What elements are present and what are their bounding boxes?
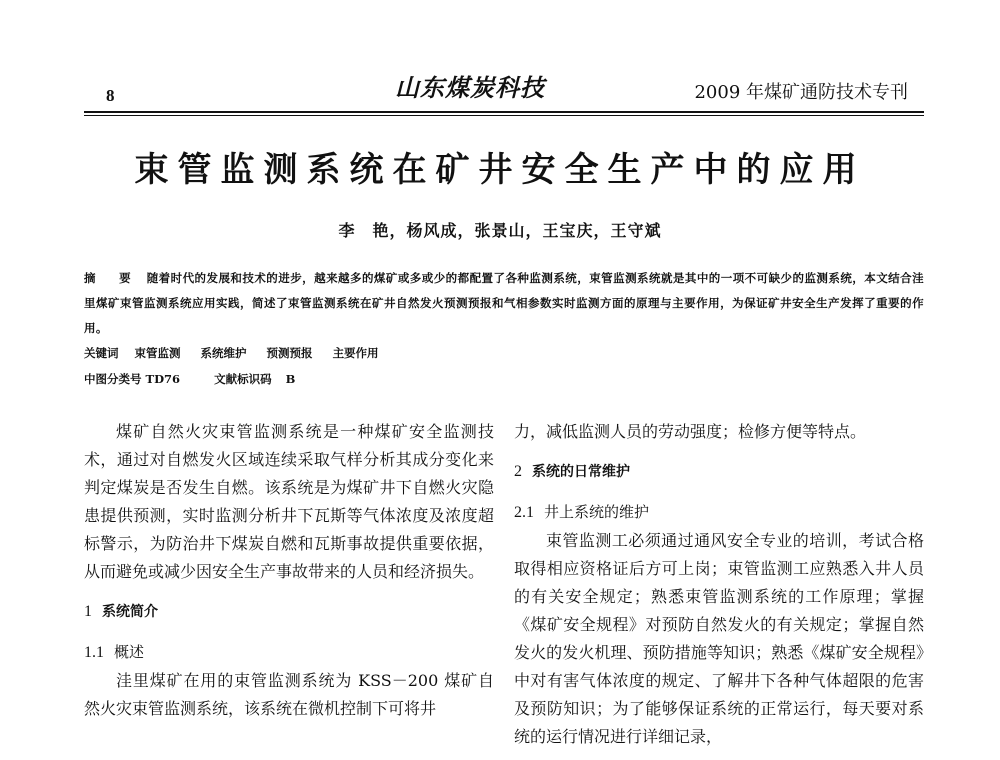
abstract — [84, 266, 924, 341]
section-2-1-paragraph: 束管监测工必须通过通风安全专业的培训，考试合格取得相应资格证后方可上岗；束管监测工应熟悉入井人员的有关安全规定；熟悉束管监测系统的工作原理；掌握《煤矿安全规程》对预防自然发火的有关规定；掌握自然发火的发火机理、预防措施等知识；熟悉《煤矿安全规程》中对有害气体浓度的规定、了解井下各种气体超限的危害及预防知识；为了能够保证系统的正常运行，每天要对系统的运行情况进行详细记录， — [514, 531, 924, 746]
section-2-1-number: 2.1 — [514, 504, 534, 521]
section-2-1-title: 井上系统的维护 — [544, 503, 650, 521]
keyword: 系统维护 — [200, 346, 247, 360]
section-1-1-title: 概述 — [114, 643, 145, 661]
keyword: 主要作用 — [332, 346, 379, 360]
keywords-line — [84, 345, 379, 361]
section-1-1-paragraph: 洼里煤矿在用的束管监测系统为 KSS－200 煤矿自然火灾束管监测系统，该系统在微机控制下可将井 — [84, 671, 494, 718]
header-rule-thin — [84, 115, 924, 116]
keyword: 束管监测 — [134, 346, 181, 360]
section-1-number: 1 — [84, 603, 92, 620]
doc-code-value: B — [285, 372, 296, 386]
doc-code-label: 文献标识码 — [214, 372, 272, 386]
header-rule — [84, 111, 924, 113]
section-2-number: 2 — [514, 463, 522, 480]
section-1-1-heading — [84, 638, 494, 667]
keywords-label: 关键词 — [84, 346, 119, 360]
continued-paragraph: 力，减低监测人员的劳动强度；检修方便等特点。 — [514, 422, 867, 441]
section-1-heading — [84, 598, 494, 626]
right-column — [514, 418, 924, 751]
section-2-heading — [514, 458, 924, 486]
left-column — [84, 418, 494, 723]
page-number: 8 — [106, 86, 115, 105]
keyword: 预测预报 — [266, 346, 313, 360]
abstract-label: 摘 要 — [84, 271, 137, 285]
section-2-title: 系统的日常维护 — [532, 464, 630, 480]
authors: 李 艳，杨风成，张景山，王宝庆，王守斌 — [338, 221, 662, 240]
section-1-title: 系统简介 — [102, 604, 158, 620]
journal-logo: 山东煤炭科技 — [395, 73, 545, 102]
article-title: 束管监测系统在矿井安全生产中的应用 — [134, 150, 866, 190]
clc-label: 中图分类号 — [84, 372, 142, 386]
abstract-text: 随着时代的发展和技术的进步，越来越多的煤矿或多或少的都配置了各种监测系统，束管监测系统就是其中的一项不可缺少的监测系统，本文结合洼里煤矿束管监测系统应用实践，简述了束管监测系统在矿井自然发火预测预报和气相参数实时监测方面的原理与主要作用，为保证矿井安全生产发挥了重要的作用。 — [84, 271, 925, 335]
issue-title: 2009 年煤矿通防技术专刊 — [694, 82, 908, 103]
classification-line — [84, 371, 295, 387]
clc-value: TD76 — [145, 372, 181, 386]
section-2-1-heading — [514, 498, 924, 527]
section-1-1-number: 1.1 — [84, 644, 104, 661]
intro-paragraph: 煤矿自然火灾束管监测系统是一种煤矿安全监测技术，通过对自燃发火区域连续采取气样分析其成分变化来判定煤炭是否发生自燃。该系统是为煤矿井下自燃火灾隐患提供预测，实时监测分析井下瓦斯等气体浓度及浓度超标警示，为防治井下煤炭自燃和瓦斯事故提供重要依据，从而避免或减少因安全生产事故带来的人员和经济损失。 — [84, 422, 494, 581]
